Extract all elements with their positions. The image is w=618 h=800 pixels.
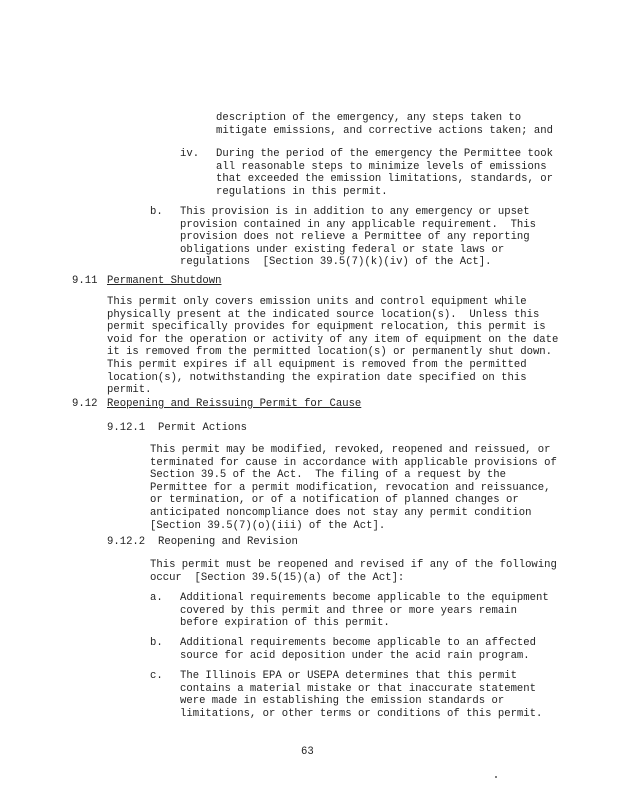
text-line: location(s), notwithstanding the expiration date specified on this (107, 371, 527, 384)
text-line: were made in establishing the emission standards or (180, 695, 505, 708)
text-line: source for acid deposition under the acid rain program. (180, 649, 530, 662)
text-line: that exceeded the emission limitations, standards, or (216, 173, 553, 186)
text-line: The Illinois EPA or USEPA determines that this permit (180, 670, 517, 682)
subsection-9121-title: Permit Actions (158, 422, 248, 434)
text-line: covered by this permit and three or more years remain (180, 604, 517, 617)
text-line: physically present at the indicated source location(s). Unless this (107, 308, 540, 321)
subsection-9122-intro (150, 559, 557, 584)
item-iv-label: iv. (180, 148, 200, 160)
text-line: or termination, or of a notification of planned changes or (150, 494, 519, 507)
text-line: before expiration of this permit. (180, 617, 390, 630)
text-line: it is removed from the permitted location(s) or permanently shut down. (107, 346, 553, 359)
text-line: permit. (107, 384, 152, 397)
list-item-a-label: a. (150, 592, 163, 604)
section-912-number: 9.12 (72, 398, 98, 410)
text-line: terminated for cause in accordance with applicable provisions of (150, 456, 557, 469)
text-line: limitations, or other terms or conditions of this permit. (180, 707, 543, 720)
item-iv-paragraph (216, 148, 553, 198)
text-line: Permittee for a permit modification, revocation and reissuance, (150, 481, 551, 494)
text-line: This provision is in addition to any emergency or upset (180, 206, 530, 218)
scan-speck (495, 776, 497, 778)
text-line: regulations [Section 39.5(7)(k)(iv) of the Act]. (180, 256, 492, 269)
text-line: mitigate emissions, and corrective actions taken; and (216, 124, 553, 137)
list-item-b-paragraph (180, 637, 536, 662)
text-line: permit specifically provides for equipment relocation, this permit is (107, 321, 546, 334)
text-line: This permit must be reopened and revised if any of the following (150, 559, 557, 571)
text-line: Additional requirements become applicable to the equipment (180, 592, 549, 604)
text-line: Section 39.5 of the Act. The filing of a request by the (150, 469, 507, 482)
list-item-c-paragraph (180, 670, 542, 720)
text-line: [Section 39.5(7)(o)(iii) of the Act]. (150, 519, 386, 532)
section-911-number: 9.11 (72, 275, 98, 287)
text-line: obligations under existing federal or state laws or (180, 243, 505, 256)
text-line: This permit expires if all equipment is removed from the permitted (107, 358, 527, 371)
section-911-paragraph (107, 296, 558, 397)
section-912-title: Reopening and Reissuing Permit for Cause (107, 398, 362, 410)
text-line: all reasonable steps to minimize levels of emissions (216, 160, 547, 173)
text-line: contains a material mistake or that inaccurate statement (180, 682, 537, 695)
continuation-paragraph (216, 112, 553, 137)
text-line: This permit may be modified, revoked, reopened and reissued, or (150, 444, 551, 456)
text-line: anticipated noncompliance does not stay any permit condition (150, 506, 532, 519)
text-line: During the period of the emergency the Permittee took (216, 148, 553, 160)
list-item-a-paragraph (180, 592, 549, 630)
text-line: Additional requirements become applicable to an affected (180, 637, 537, 649)
list-item-b-label: b. (150, 637, 163, 649)
subsection-9122-title: Reopening and Revision (158, 536, 298, 548)
text-line: description of the emergency, any steps taken to (216, 112, 522, 124)
text-line: regulations in this permit. (216, 185, 388, 198)
item-b-label: b. (150, 206, 163, 218)
page-number: 63 (301, 746, 314, 758)
subsection-9122-number: 9.12.2 (107, 536, 146, 548)
text-line: void for the operation or activity of any item of equipment on the date (107, 333, 559, 346)
text-line: This permit only covers emission units and control equipment while (107, 296, 527, 308)
text-line: provision does not relieve a Permittee of any reporting (180, 231, 530, 244)
text-line: provision contained in any applicable requirement. This (180, 218, 537, 231)
text-line: occur [Section 39.5(15)(a) of the Act]: (150, 571, 405, 584)
subsection-9121-number: 9.12.1 (107, 422, 146, 434)
item-b-paragraph (180, 206, 536, 269)
subsection-9121-paragraph (150, 444, 557, 532)
section-911-title: Permanent Shutdown (107, 275, 222, 287)
list-item-c-label: c. (150, 670, 163, 682)
